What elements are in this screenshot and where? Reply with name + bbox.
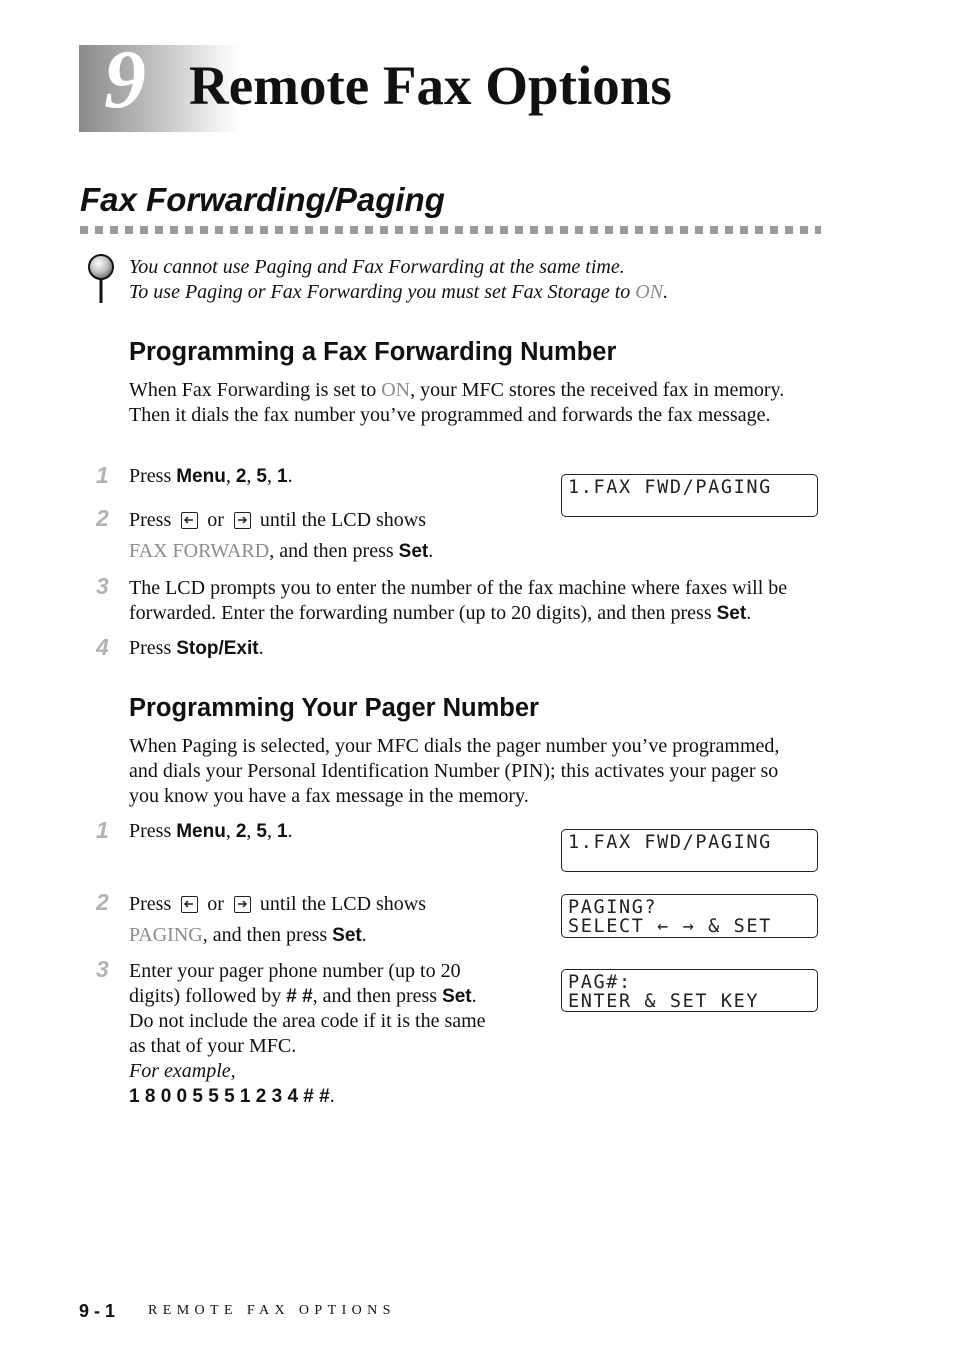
pager-step-2-number: 2: [96, 889, 109, 915]
pager-step-1: Press Menu, 2, 5, 1.: [129, 820, 293, 842]
magnifier-note-icon: [86, 253, 116, 305]
right-arrow-key-icon: [234, 896, 251, 913]
menu-key-label: Menu: [176, 466, 226, 487]
example-label: For example,: [129, 1060, 236, 1082]
section-title: Fax Forwarding/Paging: [80, 181, 445, 218]
forwarding-heading: Programming a Fax Forwarding Number: [129, 338, 617, 366]
lcd-display-fax-fwd: 1.FAX FWD/PAGING: [561, 474, 818, 517]
left-arrow-key-icon: [181, 512, 198, 529]
forwarding-step-3: The LCD prompts you to enter the number of the fax machine where faxes will be forwarded. Enter the forwarding number (up to 20 digits), and then press Set.: [129, 577, 788, 624]
pager-step-2: Press or until the LCD shows PAGING, and then press Set.: [129, 893, 427, 946]
lcd-value-fax-forward: FAX FORWARD: [129, 540, 270, 562]
forwarding-step-2: Press or until the LCD shows FAX FORWARD, and then press Set.: [129, 509, 434, 562]
left-arrow-key-icon: [181, 896, 198, 913]
example-number: 1 8 0 0 5 5 5 1 2 3 4 # #.: [129, 1085, 335, 1107]
note-line-1: You cannot use Paging and Fax Forwarding at the same time.: [129, 256, 625, 278]
chapter-number: 9: [104, 33, 146, 126]
pager-heading: Programming Your Pager Number: [129, 694, 539, 722]
lcd-value-paging: PAGING: [129, 924, 203, 946]
page-number: 9 - 1: [79, 1301, 116, 1321]
right-arrow-key-icon: [234, 512, 251, 529]
lcd-display-paging: PAGING? SELECT ← → & SET: [561, 894, 818, 938]
forwarding-intro: When Fax Forwarding is set to ON, your MFC stores the received fax in memory. Then it dials the fax number you’ve programmed and forwards the fax message.: [129, 379, 785, 426]
forwarding-step-1-number: 1: [96, 462, 109, 488]
pager-step-1-number: 1: [96, 817, 109, 843]
note-text: [129, 255, 829, 305]
forwarding-step-3-number: 3: [96, 573, 109, 599]
lcd-display-pag-number: PAG#: ENTER & SET KEY: [561, 969, 818, 1012]
forwarding-step-2-number: 2: [96, 505, 109, 531]
lcd-display-fax-fwd-2: 1.FAX FWD/PAGING: [561, 829, 818, 872]
running-footer-title: REMOTE FAX OPTIONS: [148, 1303, 396, 1318]
forwarding-step-4-number: 4: [96, 634, 109, 660]
forwarding-step-1: Press Menu, 2, 5, 1.: [129, 465, 293, 487]
pager-intro: When Paging is selected, your MFC dials the pager number you’ve programmed, and dials your Personal Identification Number (PIN); this activates your pager so you know you have a fax message in the memory.: [129, 735, 780, 807]
pager-step-3-number: 3: [96, 956, 109, 982]
note-line-2: To use Paging or Fax Forwarding you must set Fax Storage to ON.: [129, 281, 669, 303]
chapter-title: Remote Fax Options: [189, 55, 672, 116]
forwarding-step-4: Press Stop/Exit.: [129, 637, 264, 659]
note-value-on: ON: [635, 281, 664, 303]
pager-step-3: Enter your pager phone number (up to 20 digits) followed by # #, and then press Set. Do not include the area code if it is the same as that of your MFC. For example, 1 8 0 0 5 5 5 1 2 3 4 # #.: [129, 959, 494, 1109]
section-divider: [80, 226, 821, 234]
